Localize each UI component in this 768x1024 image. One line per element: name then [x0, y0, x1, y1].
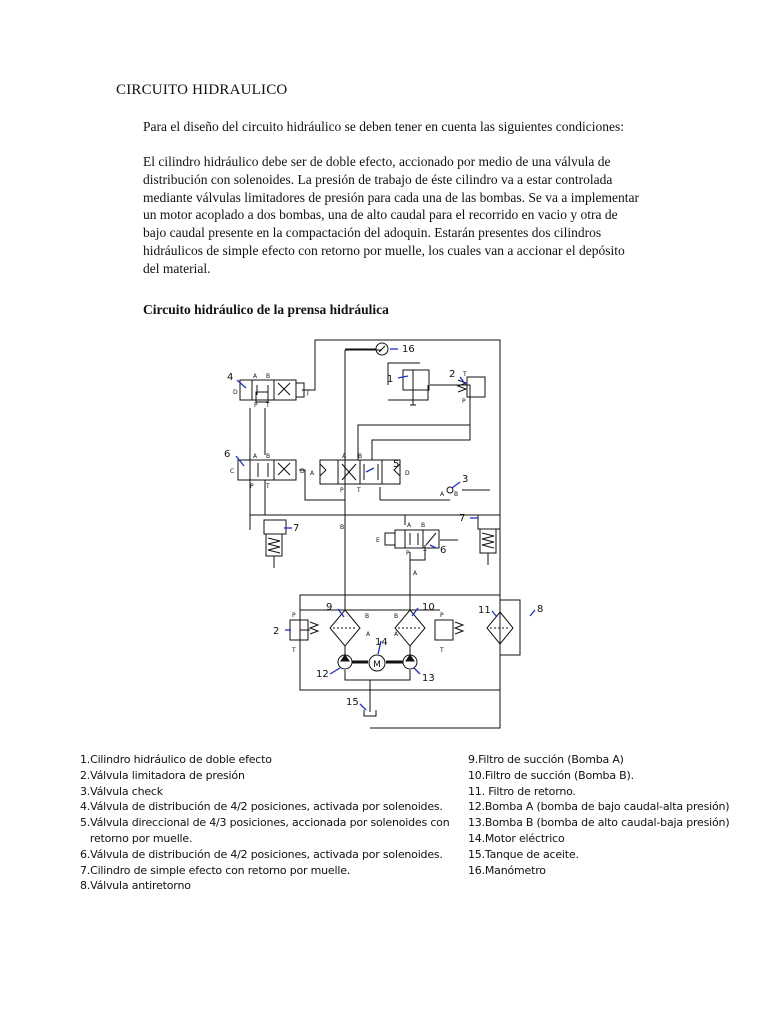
svg-text:A: A: [413, 570, 418, 577]
body-line: del material.: [143, 260, 211, 276]
svg-text:P: P: [406, 550, 410, 557]
callout-5: 5: [393, 459, 400, 470]
svg-text:A: A: [342, 453, 347, 460]
legend-item: 4.Válvula de distribución de 4/2 posiciones, activada por solenoides.: [80, 800, 443, 814]
callout-7-left: 7: [293, 523, 300, 534]
svg-text:B: B: [358, 453, 363, 460]
callout-14: 14: [375, 637, 388, 648]
body-line: bajo caudal presente en la compactación del adoquin. Estarán presentes dos cilindros: [143, 225, 602, 241]
valve-4-3-center: [320, 460, 400, 484]
legend-item: 12.Bomba A (bomba de bajo caudal-alta presión): [468, 800, 730, 814]
legend-item: 10.Filtro de succión (Bomba B).: [468, 768, 634, 782]
legend-item: 13.Bomba B (bomba de alto caudal-baja presión): [468, 816, 730, 830]
figure-title: Circuito hidráulico de la prensa hidráulica: [143, 302, 389, 317]
svg-text:A: A: [253, 373, 258, 380]
svg-text:B: B: [394, 613, 399, 620]
svg-text:J: J: [307, 389, 309, 396]
callout-labels: [224, 344, 543, 708]
svg-text:P: P: [440, 612, 444, 619]
callout-7-right: 7: [459, 513, 466, 524]
svg-text:B: B: [340, 524, 345, 531]
svg-text:P: P: [292, 612, 296, 619]
legend-item: 5.Válvula direccional de 4/3 posiciones, accionada por solenoides con: [80, 816, 450, 830]
svg-text:B: B: [454, 491, 459, 498]
page-heading: CIRCUITO HIDRAULICO: [116, 82, 288, 98]
callout-6-left: 6: [224, 449, 231, 460]
svg-text:A: A: [407, 522, 412, 529]
valve-4-2-top: [240, 380, 304, 402]
svg-text:D: D: [405, 470, 410, 477]
callout-2-bottom: 2: [273, 626, 280, 637]
pump-a: [338, 655, 352, 669]
legend-left: [80, 752, 450, 894]
svg-text:T: T: [463, 371, 467, 378]
single-acting-cylinder-right: [478, 515, 500, 565]
callout-8: 8: [537, 604, 544, 615]
svg-text:A: A: [394, 631, 399, 638]
body-line: hidráulicos de simple efecto con retorno por muelle, los cuales van a accionar el depósito: [143, 242, 625, 258]
callout-1: 1: [387, 374, 394, 385]
legend-item: 3.Válvula check: [80, 784, 163, 798]
callout-15: 15: [346, 697, 359, 708]
body-line: un motor acoplado a dos bombas, una de alto caudal para el recorrido en vacio y otra de: [143, 207, 618, 223]
legend-right: [468, 752, 768, 878]
motor-label: M: [373, 660, 381, 670]
legend-item: 14.Motor eléctrico: [468, 831, 565, 845]
legend-item: 11. Filtro de retorno.: [468, 784, 576, 798]
svg-text:A: A: [253, 453, 258, 460]
svg-text:T: T: [266, 483, 270, 490]
svg-text:P: P: [254, 402, 258, 409]
svg-text:D: D: [233, 389, 238, 396]
suction-filter-a: [330, 610, 360, 646]
legend-item: 8.Válvula antiretorno: [80, 879, 191, 893]
svg-text:E: E: [376, 537, 380, 544]
legend-item: 7.Cilindro de simple efecto con retorno por muelle.: [80, 863, 351, 877]
callout-2-top: 2: [449, 369, 456, 380]
callout-3: 3: [462, 474, 469, 485]
callout-12: 12: [316, 669, 329, 680]
svg-text:P: P: [340, 487, 344, 494]
callout-11: 11: [478, 605, 491, 616]
valve-4-2-left: [238, 460, 296, 480]
body-line: distribución con solenoides. La presión de trabajo de éste cilindro va a estar controlada: [143, 171, 613, 187]
svg-text:T: T: [440, 647, 444, 654]
svg-text:T: T: [266, 402, 270, 409]
svg-text:T: T: [292, 647, 296, 654]
svg-text:A: A: [310, 470, 315, 477]
body-line: El cilindro hidráulico debe ser de doble efecto, accionado por medio de una válvula de: [143, 154, 611, 169]
svg-text:B: B: [365, 613, 370, 620]
callout-4: 4: [227, 372, 234, 383]
svg-text:C: C: [230, 468, 235, 475]
svg-text:B: B: [266, 453, 271, 460]
intro-paragraph: Para el diseño del circuito hidráulico se deben tener en cuenta las siguientes condiciones:: [143, 119, 624, 134]
svg-text:P: P: [462, 398, 466, 405]
legend-item: 2.Válvula limitadora de presión: [80, 768, 245, 782]
callout-10: 10: [422, 602, 435, 613]
relief-valve-right-bottom: [435, 620, 463, 640]
suction-filter-b: [395, 610, 425, 646]
callout-13: 13: [422, 673, 435, 684]
legend-item: 15.Tanque de aceite.: [468, 847, 579, 861]
electric-motor: [369, 655, 385, 671]
pump-b: [403, 655, 417, 669]
callout-9: 9: [326, 602, 333, 613]
legend-item: 6.Válvula de distribución de 4/2 posiciones, activada por solenoides.: [80, 847, 443, 861]
legend-item: 1.Cilindro hidráulico de doble efecto: [80, 753, 272, 766]
legend-item: 16.Manómetro: [468, 863, 546, 877]
svg-text:T: T: [357, 487, 361, 494]
svg-text:A: A: [366, 631, 371, 638]
pressure-gauge: [345, 343, 388, 355]
legend-item: retorno por muelle.: [80, 831, 193, 845]
body-line: mediante válvulas limitadores de presión para cada una de las bombas. Se va a implementar: [143, 189, 639, 205]
svg-text:B: B: [421, 522, 426, 529]
single-acting-cylinder-left: [264, 520, 286, 568]
svg-text:B: B: [266, 373, 271, 380]
svg-text:D: D: [300, 468, 305, 475]
callout-16: 16: [402, 344, 415, 355]
svg-text:A: A: [440, 491, 445, 498]
callout-6-center: 6: [440, 545, 447, 556]
legend-item: 9.Filtro de succión (Bomba A): [468, 753, 624, 766]
svg-text:T: T: [423, 550, 427, 557]
svg-text:P: P: [250, 483, 254, 490]
